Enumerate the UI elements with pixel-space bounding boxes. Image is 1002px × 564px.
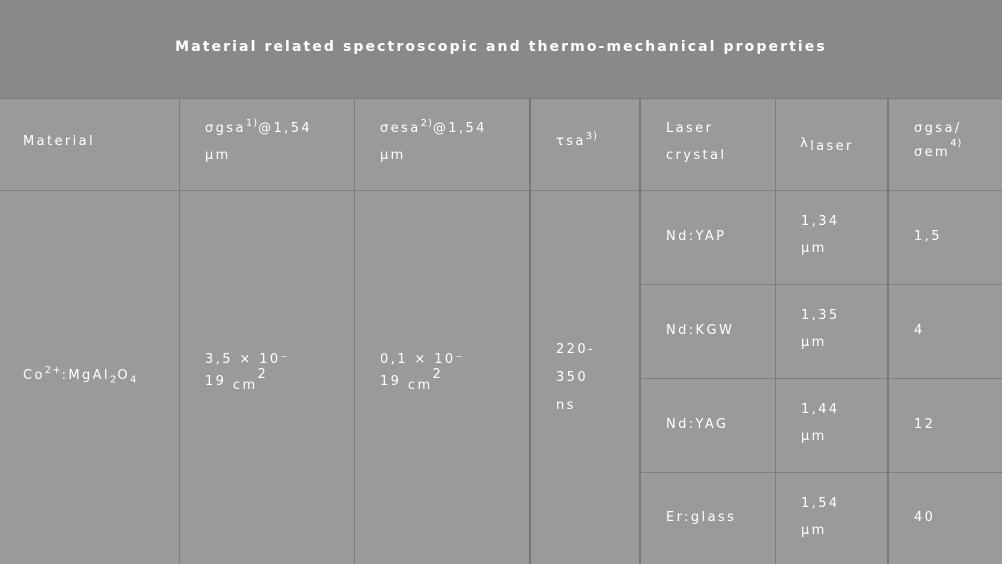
header-ratio-footnote: 4) <box>950 137 963 149</box>
header-esa-unit: μm <box>380 148 406 163</box>
header-lambda <box>800 130 854 157</box>
tau-value-cell <box>556 336 595 420</box>
header-ratio-line2: σem <box>914 145 951 160</box>
ratio-cell: 4 <box>914 323 925 338</box>
header-tau <box>556 128 598 155</box>
tau-value-line3: ns <box>556 398 576 413</box>
material-formula-b: O <box>117 368 130 383</box>
table-title: Material related spectroscopic and thermo-mechanical properties <box>175 39 827 55</box>
material-charge: 2+ <box>44 364 62 376</box>
material-prefix: Co <box>23 368 45 383</box>
material-formula-a: :MgAl <box>61 368 110 383</box>
column-divider <box>775 98 776 564</box>
column-divider <box>639 98 641 564</box>
header-lambda-subscript: laser <box>810 139 854 154</box>
lambda-unit: μm <box>801 241 827 256</box>
row-divider <box>640 284 1002 285</box>
gsa-value-unit-exp: 2 <box>257 366 267 382</box>
header-esa-footnote: 2) <box>420 117 433 129</box>
lambda-value: 1,44 <box>801 402 840 417</box>
header-laser-crystal <box>666 115 726 169</box>
esa-value-line2: 19 <box>380 374 402 389</box>
header-ratio <box>914 115 962 169</box>
header-gsa <box>205 115 355 169</box>
ratio-cell: 1,5 <box>914 229 942 244</box>
crystal-cell: Nd:YAP <box>666 229 727 244</box>
gsa-value-line1: 3,5 × 10⁻ <box>205 352 290 367</box>
header-lambda-symbol: λ <box>800 136 811 151</box>
crystal-cell: Er:glass <box>666 510 737 525</box>
column-divider <box>179 98 180 564</box>
lambda-cell <box>801 302 840 356</box>
header-gsa-wavelength: @1,54 <box>258 121 313 136</box>
row-divider <box>640 472 1002 473</box>
gsa-value-line2: 19 <box>205 374 227 389</box>
esa-value-unit: cm <box>407 378 433 393</box>
header-material-label: Material <box>23 134 96 149</box>
gsa-value-cell <box>205 349 290 393</box>
header-gsa-symbol: σgsa <box>205 121 246 136</box>
lambda-unit: μm <box>801 523 827 538</box>
header-laser-crystal-line1: Laser <box>666 121 714 136</box>
lambda-value: 1,54 <box>801 496 840 511</box>
header-laser-crystal-line2: crystal <box>666 148 727 163</box>
header-tau-symbol: τsa <box>556 134 586 149</box>
row-divider <box>640 378 1002 379</box>
gsa-value-unit: cm <box>232 378 258 393</box>
header-gsa-unit: μm <box>205 148 231 163</box>
lambda-value: 1,35 <box>801 308 840 323</box>
lambda-cell <box>801 490 840 544</box>
ratio-cell: 12 <box>914 417 936 432</box>
esa-value-line1: 0,1 × 10⁻ <box>380 352 465 367</box>
lambda-unit: μm <box>801 335 827 350</box>
lambda-cell <box>801 208 840 262</box>
material-sub-b: 4 <box>129 374 138 386</box>
title-bar <box>0 0 1002 98</box>
esa-value-unit-exp: 2 <box>432 366 442 382</box>
header-esa-wavelength: @1,54 <box>432 121 487 136</box>
lambda-cell <box>801 396 840 450</box>
tau-value-line2: 350 <box>556 370 589 385</box>
material-sub-a: 2 <box>109 374 118 386</box>
header-gsa-footnote: 1) <box>245 117 259 129</box>
header-esa-symbol: σesa <box>380 121 421 136</box>
lambda-unit: μm <box>801 429 827 444</box>
tau-value-line1: 220- <box>556 342 596 357</box>
header-esa <box>380 115 530 169</box>
header-tau-footnote: 3) <box>585 130 599 142</box>
header-ratio-line1: σgsa/ <box>914 121 962 136</box>
crystal-cell: Nd:YAG <box>666 417 729 432</box>
lambda-value: 1,34 <box>801 214 840 229</box>
ratio-cell: 40 <box>914 510 936 525</box>
column-divider <box>887 98 889 564</box>
crystal-cell: Nd:KGW <box>666 323 735 338</box>
esa-value-cell <box>380 349 465 393</box>
material-cell <box>23 362 137 389</box>
header-material <box>23 128 95 155</box>
